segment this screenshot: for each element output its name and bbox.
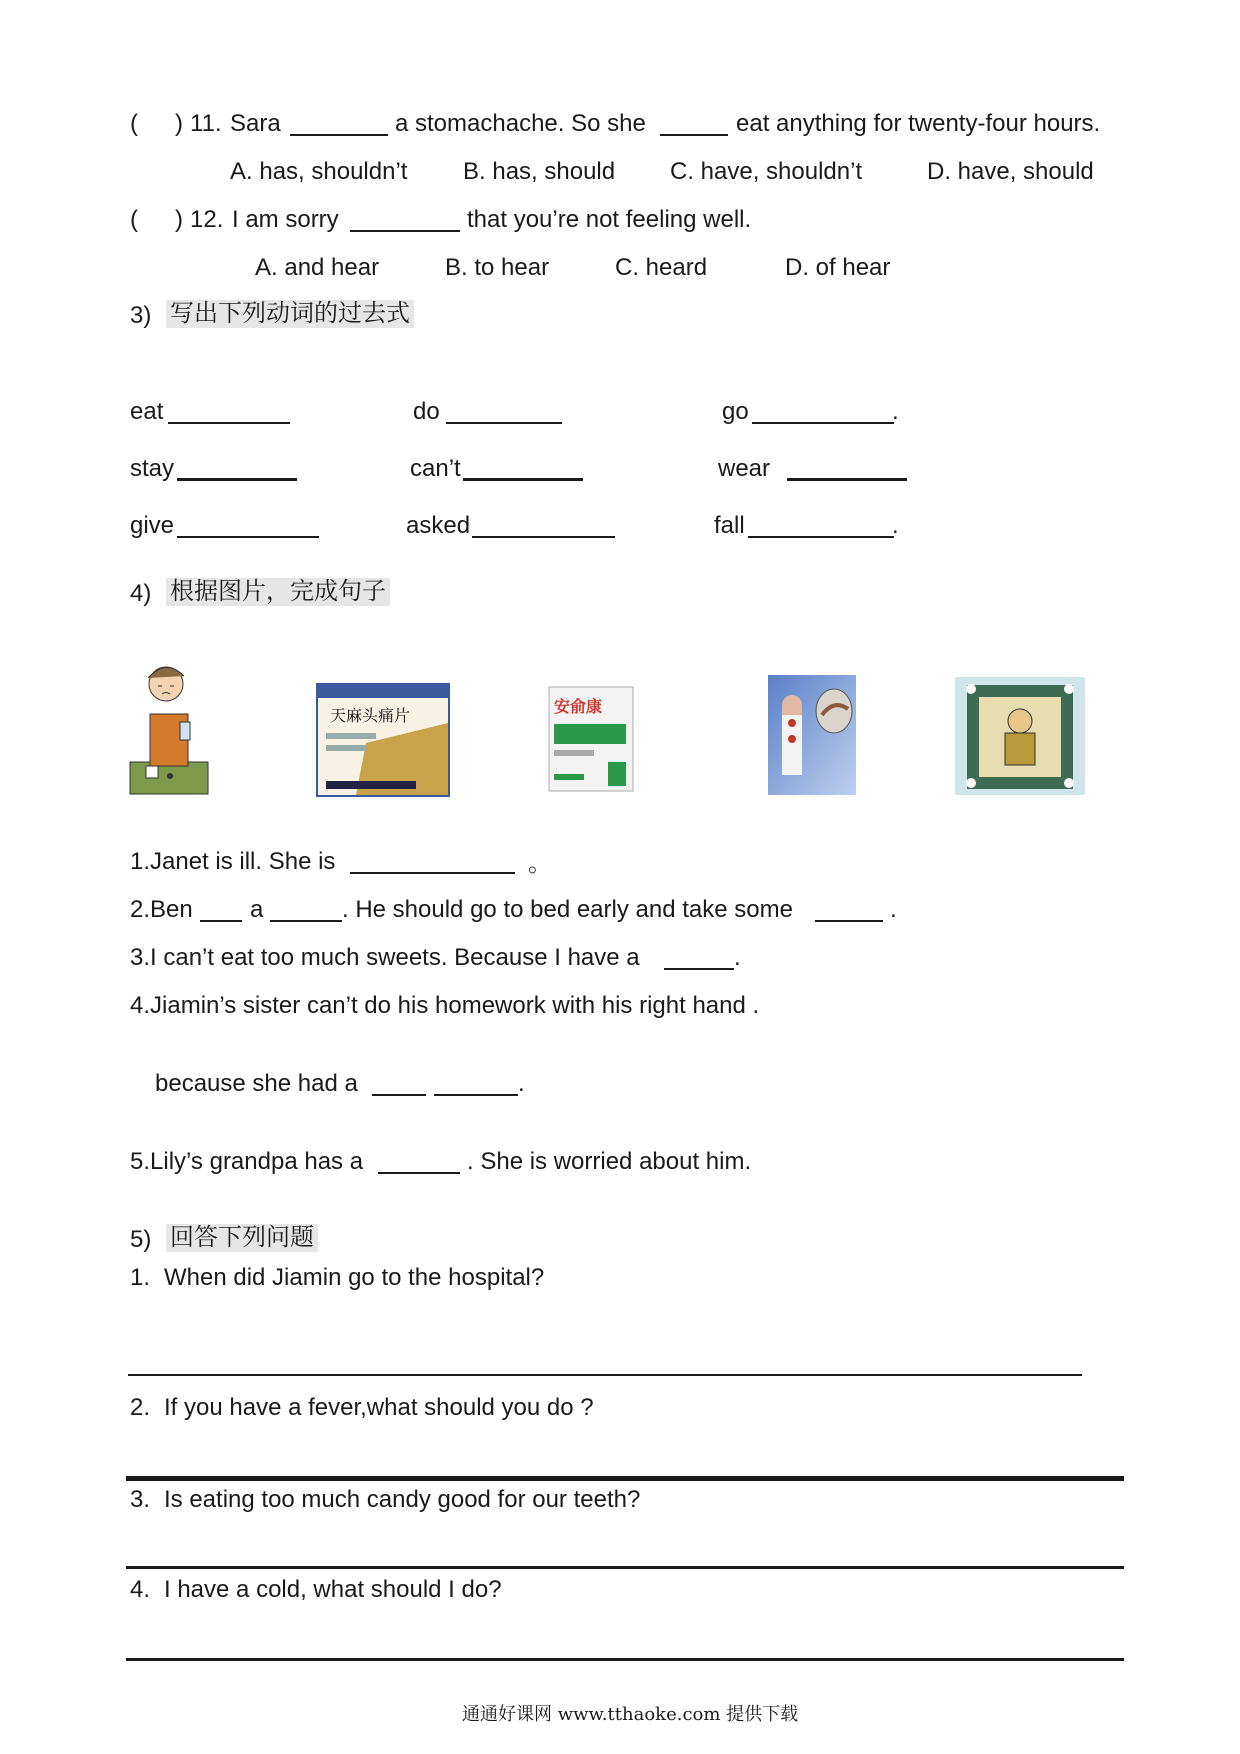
s4-end: . [518,1070,525,1097]
verb-cant: can’t [410,455,461,482]
s4-text: because she had a [155,1070,358,1097]
verb-go: go [722,398,749,425]
q12-stem-b: that you’re not feeling well. [467,206,752,233]
verb-eat-blank[interactable] [168,402,290,424]
s5-blank[interactable] [378,1152,460,1174]
s2-text-a: 2.Ben [130,896,193,923]
section4-number: 4) [130,580,152,607]
q11-stem-c: eat anything for twenty-four hours. [736,110,1101,137]
q11-paren-close: ) [175,110,183,137]
q2-number: 2. [130,1394,151,1421]
q4-text: I have a cold, what should I do? [164,1576,502,1603]
q12-option-d[interactable]: D. of hear [785,254,891,281]
q3-answer-line[interactable] [126,1566,1124,1569]
s5-text-a: 5.Lily’s grandpa has a [130,1148,364,1175]
s1-end: 。 [528,850,552,877]
ointment-box [548,686,634,792]
s2-end: . [890,896,897,923]
q11-option-d[interactable]: D. have, should [927,158,1094,185]
verb-asked-blank[interactable] [472,516,615,538]
sick-man-toothache-illustration [128,654,210,796]
section5-title: 回答下列问题 [166,1224,318,1252]
q3-text: Is eating too much candy good for our teeth? [164,1486,641,1513]
verb-wear-blank[interactable] [787,458,907,481]
verb-eat: eat [130,398,164,425]
s4-blank-1[interactable] [372,1074,426,1096]
q2-answer-line[interactable] [126,1476,1124,1481]
q11-option-b[interactable]: B. has, should [463,158,616,185]
q11-stem-b: a stomachache. So she [395,110,646,137]
q12-paren-open: ( [130,206,138,233]
s2-blank-2[interactable] [270,900,342,922]
verb-do-blank[interactable] [446,402,562,424]
q12-blank[interactable] [350,210,460,232]
verb-go-blank[interactable] [752,402,894,424]
verb-stay: stay [130,455,175,482]
verb-fall: fall [714,512,745,539]
verb-stay-blank[interactable] [177,458,297,481]
verb-asked: asked [406,512,471,539]
q12-option-b[interactable]: B. to hear [445,254,550,281]
q2-text: If you have a fever,what should you do ? [164,1394,594,1421]
footer-text: 通通好课网 www.tthaoke.com 提供下载 [462,1704,799,1725]
verb-fall-blank[interactable] [748,516,894,538]
q3-number: 3. [130,1486,151,1513]
q1-text: When did Jiamin go to the hospital? [164,1264,545,1291]
framed-portrait-illustration [955,677,1085,795]
s2-text-c: . He should go to bed early and take some [342,896,793,923]
verb-fall-period: . [892,512,899,539]
section5-number: 5) [130,1226,152,1253]
q11-blank-1[interactable] [290,114,388,136]
s3-end: . [734,944,741,971]
s4-blank-2[interactable] [434,1074,518,1096]
s5-text-b: . She is worried about him. [467,1148,752,1175]
q11-option-c[interactable]: C. have, shouldn’t [670,158,863,185]
q11-number: 11. [190,110,222,137]
verb-give: give [130,512,175,539]
ointment-box-label: 安俞康 [554,697,603,716]
section3-number: 3) [130,302,152,329]
q12-number: 12. [190,206,224,233]
s2-text-b: a [250,896,264,923]
q11-stem-a: Sara [230,110,281,137]
q12-paren-close: ) [175,206,183,233]
bandaged-finger-photo [768,675,856,795]
headache-tablets-box [316,683,450,797]
verb-do: do [413,398,440,425]
s1-text: 1.Janet is ill. She is [130,848,336,875]
s3-text: 3.I can’t eat too much sweets. Because I have a [130,944,640,971]
q4-answer-line[interactable] [126,1658,1124,1661]
s3-blank[interactable] [664,948,734,970]
q1-answer-line[interactable] [128,1374,1082,1376]
verb-wear: wear [718,455,771,482]
s2-blank-3[interactable] [815,900,883,922]
q12-option-c[interactable]: C. heard [615,254,708,281]
q1-number: 1. [130,1264,151,1291]
s2-blank-1[interactable] [200,900,242,922]
verb-cant-blank[interactable] [463,458,583,481]
q4-number: 4. [130,1576,151,1603]
q11-blank-2[interactable] [660,114,728,136]
s4-line1: 4.Jiamin’s sister can’t do his homework with his right hand . [130,992,760,1019]
q11-paren-open: ( [130,110,138,137]
tablets-box-label: 天麻头痛片 [330,706,411,725]
section4-title: 根据图片，完成句子 [166,578,390,606]
verb-go-period: . [892,398,899,425]
verb-give-blank[interactable] [177,516,319,538]
q12-stem-a: I am sorry [232,206,339,233]
q12-option-a[interactable]: A. and hear [255,254,380,281]
section3-title: 写出下列动词的过去式 [166,300,414,328]
s1-blank[interactable] [350,852,515,874]
q11-option-a[interactable]: A. has, shouldn’t [230,158,408,185]
